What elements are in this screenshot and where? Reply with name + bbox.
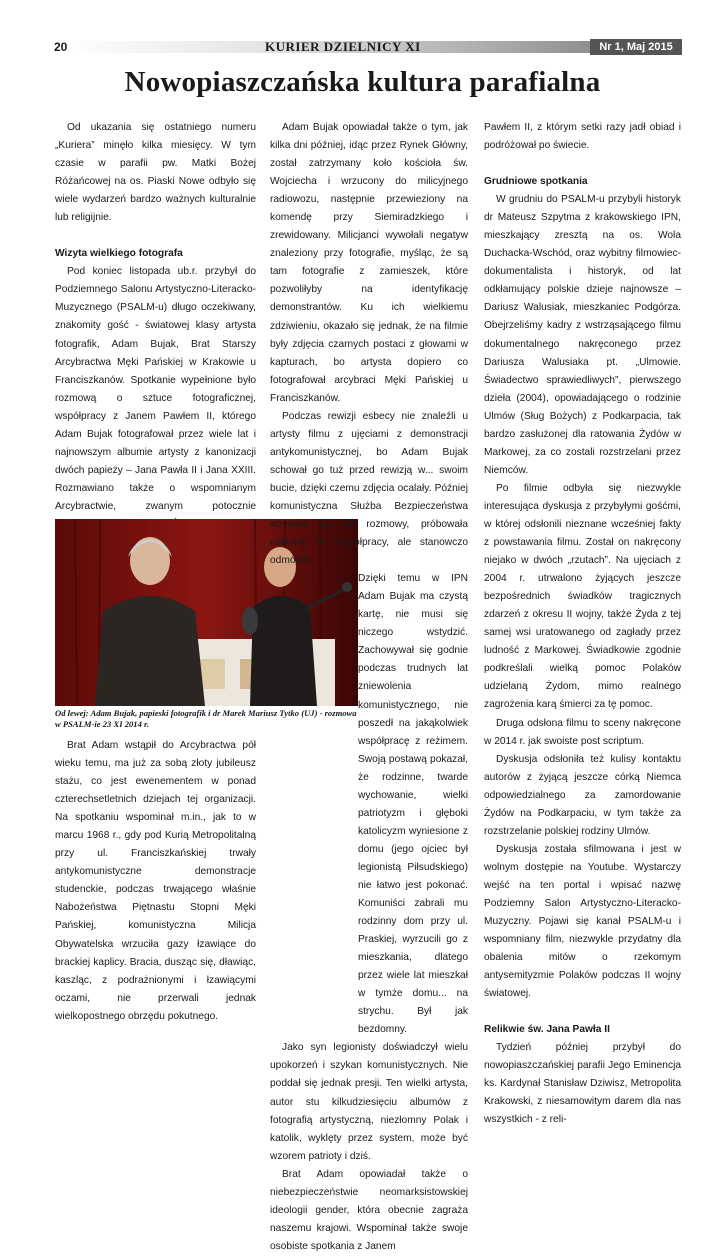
page-number: 20 [54, 40, 68, 54]
paragraph: Dyskusja została sfilmowana i jest w wolnym dostępie na Youtube. Wystarczy wejść na ten portal i wpisać nazwę Podziemny Salon Artystyczno-Literacko-Muzyczny. Pojawi się kanał PSALM-u i wspomniany film, niezwykle przydatny dla obalenia mitów o rzekomym antysemityzmie Polaków podczas II wojny światowej. [484, 843, 681, 1000]
paragraph: Brat Adam opowiadał także o niebezpieczeństwie neomarksistowskiej ideologii gender, która obecnie zagraża naszemu krajowi. Wspominał także swoje osobiste spotkania z Janem [270, 1168, 468, 1252]
paragraph [270, 570, 468, 1039]
paragraph-text: Dzięki temu w IPN Adam Bujak ma czystą kartę, nie musi się niczego wstydzić. Zachowywał się godnie podczas trudnych lat zniewolenia komunistycznego, nie poszedł na jakąkolwiek współpracę z reżimem. Swoją postawą pokazał, że rodzinne, twarde wychowanie, wielki patriotyzm i głęboki katolicyzm wyniesione z domu (jego ojciec był legionistą Piłsudskiego) nie łatwo jest pokonać. Komuniści zabrali mu rodzinny dom przy ul. Praskiej, wyrzucili go z mieszkania, dlatego przez wiele lat mieszkał w tymże domu... na strychu. Był jak bezdomny. [358, 573, 468, 1036]
issue-badge: Nr 1, Maj 2015 [590, 39, 682, 55]
paragraph: Jako syn legionisty doświadczył wielu upokorzeń i szykan komunistycznych. Nie poddał się jednak presji. Ten wielki artysta, autor stu kilkudziesięciu albumów z fotografią artystyczną, niezłomny Polak i katolik, wyklęty przez system, może być wzorem patrioty i dziś. [270, 1042, 468, 1162]
paragraph: Po filmie odbyła się niezwykle interesująca dyskusja z przybyłymi gośćmi, w której odsłonili nieznane wcześniej fakty z powstawania filmu. Został on nakręcony niejako w dwóch „rzutach”. Na ujęciach z 2004 r. utrwalono żyjących jeszcze bezpośrednich świadków tragicznych zdarzeń z okresu II wojny, także Żyda z tej samej wsi uratowanego od zagłady przez ludność z Markowej. Świadkowie zgodnie podkreślali wielką pomoc Polaków udzielaną Żydom, mimo realnego zagrożenia karą śmierci za tę pomoc. [484, 482, 681, 711]
paragraph: Adam Bujak opowiadał także o tym, jak kilka dni później, idąc przez Rynek Główny, został zatrzymany koło kościoła św. Wojciecha i wrzucony do milicyjnego radiowozu, następnie przewieziony na komendę przy Siemiradzkiego i zrewidowany. Milicjanci wywołali negatyw znaleziony przy fotografie, myśląc, że są tam fotografie z zamieszek, które pozwoliłyby na identyfikację demonstrantów. Ku ich wielkiemu zdziwieniu, okazało się jednak, że na filmie były zdjęcia czarnych postaci z głowami w kapturach, bo artysta dopiero co fotografował arcybraci Męki Pańskiej u Franciszkanów. [270, 122, 468, 404]
paragraph: Tydzień później przybył do nowopiaszczańskiej parafii Jego Eminencja ks. Kardynał Stanisław Dziwisz, Metropolita Krakowski, z niesamowitym darem dla nas wszystkich - z reli- [484, 1042, 681, 1126]
paragraph: Pawłem II, z którym setki razy jadł obiad i podróżował po świecie. [484, 122, 681, 152]
paragraph: Druga odsłona filmu to sceny nakręcone w 2014 r. jak swoiste post scriptum. [484, 717, 681, 747]
column-1-lower [55, 737, 256, 1026]
column-1 [55, 119, 256, 588]
section-heading: Wizyta wielkiego fotografa [55, 248, 183, 260]
column-3 [484, 119, 681, 1130]
paragraph: Podczas rewizji esbecy nie znaleźli u artysty filmu z ujęciami z demonstracji antykomunistycznej, bo Adam Bujak schował go tuż przed rewizją w... swoim bucie, dzięki czemu zdjęcia ocalały. Później komunistyczna Służba Bezpieczeństwa wzywała go na rozmowy, próbowała nakłonić do współpracy, ale stanowczo odmówił. [270, 410, 468, 567]
paragraph: Od ukazania się ostatniego numeru „Kuriera” minęło kilka miesięcy. W tym czasie w parafii pw. Matki Bożej Różańcowej na os. Piaski Nowe odbyło się wiele wydarzeń bardzo ważnych kulturalnie lub religijnie. [55, 122, 256, 224]
paragraph: Pod koniec listopada ub.r. przybył do Podziemnego Salonu Artystyczno-Literacko-Muzycznego (PSALM-u) długo oczekiwany, znakomity gość - światowej klasy artysta fotografik, Adam Bujak, Brat Starszy Arcybractwa Męki Pańskiej w Krakowie u Franciszkanów. Spotkanie wypełnione było rozmową o sztuce fotograficznej, współpracy z Janem Pawłem II, którego Adam Bujak fotografował przez wiele lat i najnowszym albumie artysty z kanonizacji dwóch papieży – Jana Pawła II i Jana XXIII. Rozmawiano także o wspomnianym Arcybractwie, zwanym potocznie [55, 266, 256, 512]
photo-caption: Od lewej: Adam Bujak, papieski fotografik i dr Marek Mariusz Tytko (UJ) - rozmowa w PSALM-ie 23 XI 2014 r. [55, 708, 357, 729]
masthead: KURIER DZIELNICY XI [265, 39, 421, 54]
section-heading: Grudniowe spotkania [484, 176, 588, 188]
paragraph: Dyskusja odsłoniła też kulisy kontaktu autorów z żyjącą jeszcze córką Niemca odpowiedzialnego za zamordowanie Żydów na Podkarpaciu, w tym także za rozstrzelanie polskiej rodziny Ulmów. [484, 753, 681, 837]
column-2 [270, 119, 468, 1256]
paragraph: Brat Adam wstąpił do Arcybractwa pół wieku temu, ma już za sobą złoty jubileusz stażu, co jest ewenementem w ponad czterechsetletnich dziejach tej organizacji. Na spotkaniu wspominał m.in., jak to w marcu 1968 r., gdy pod Kurią Metropolitalną przy ul. Franciszkańskiej trwały antykomunistyczne demonstracje studenckie, podczas trwającego właśnie Nabożeństwa Piętnastu Stopni Męki Pańskiej, komunistyczna Milicja Obywatelska wrzuciła gazy łzawiące do brackiej kaplicy. Bracia, dusząc się, dławiąc, kaszląc, z podrażnionymi i łzawiącymi oczami, nie przerwali jednak wielkopostnego obrzędu pokutnego. [55, 740, 256, 1022]
paragraph: W grudniu do PSALM-u przybyli historyk dr Mateusz Szpytma z krakowskiego IPN, mieszkający zresztą na os. Wola Duchacka-Wschód, oraz wybitny filmowiec-dokumentalista i historyk, od lat odkłamujący polskie dzieje najnowsze – Dariusz Walusiak, mieszkaniec Podgórza. Obejrzeliśmy kadry z wstrząsającego filmu dokumentalnego nakręconego przez Dariusza Walusiaka pt. „Ulmowie. Świadectwo sprawiedliwych”, pierwszego dzieła (2004), opowiadającego o rodzinie Ulmów (Sług Bożych) z Podkarpacia, tak bardzo zasłużonej dla ratowania Żydów w Markowej, za co zostali rozstrzelani przez Niemców. [484, 194, 681, 476]
article-title: Nowopiaszczańska kultura parafialna [124, 66, 601, 98]
section-heading: Relikwie św. Jana Pawła II [484, 1024, 610, 1036]
page-header [40, 39, 682, 55]
